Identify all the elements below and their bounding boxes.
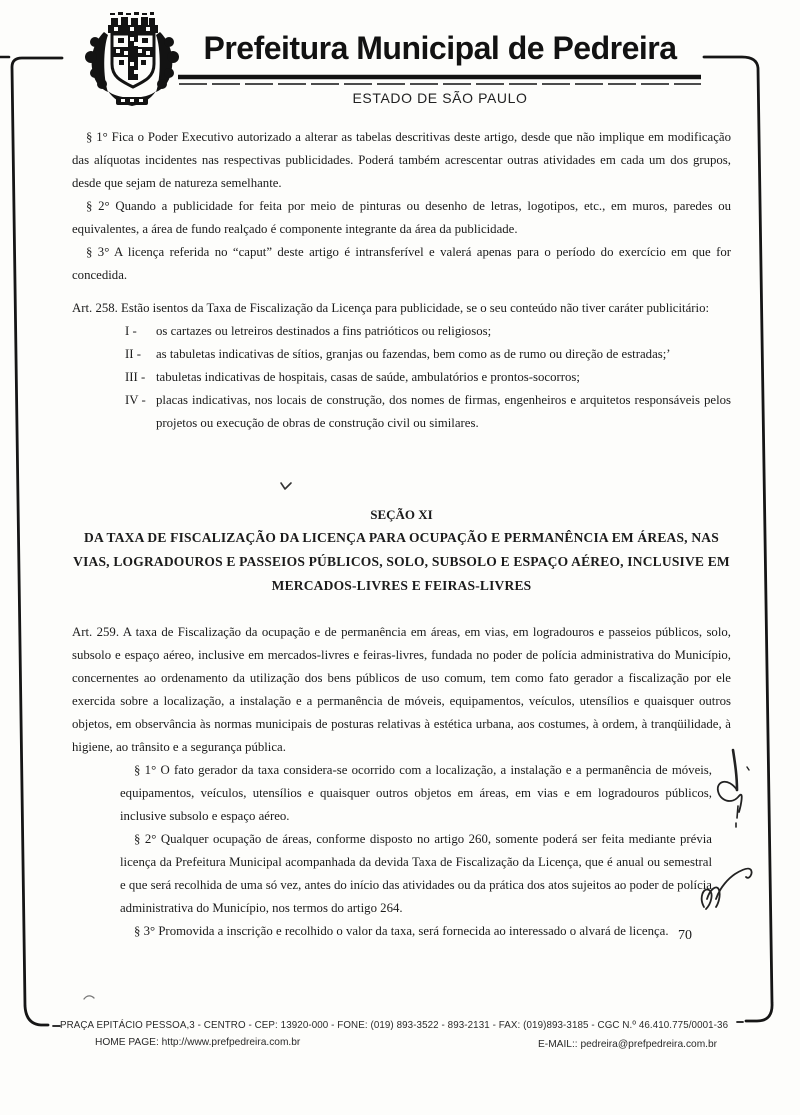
page-title: Prefeitura Municipal de Pedreira — [203, 30, 677, 66]
item-text: os cartazes ou letreiros destinados a fins patrióticos ou religiosos; — [156, 324, 492, 338]
article-259-paragraph-1: § 1° O fato gerador da taxa considera-se ocorrido com a localização, a instalação e a permanência de móveis, equipamentos, veículos, utensílios e quaisquer outros objetos em áreas, em vias e em logradouros públicos, inclusive subsolo e espaço aéreo. — [120, 763, 712, 823]
section-label: SEÇÃO XI — [370, 507, 433, 522]
list-item — [125, 389, 731, 435]
article-258 — [72, 297, 731, 435]
section-title-line-3: MERCADOS-LIVRES E FEIRAS-LIVRES — [271, 578, 532, 593]
coat-of-arms — [80, 12, 184, 108]
paragraph-1: § 1° Fica o Poder Executivo autorizado a alterar as tabelas descritivas deste artigo, desde que não implique em modificação das alíquotas incidentes nas respectivas publicidades. Poderá também acrescentar outras atividades em cada um dos grupos, desde que sejam de natureza semelhante. — [72, 130, 731, 190]
footer-homepage: HOME PAGE: http://www.prefpedreira.com.br — [95, 1037, 301, 1048]
tilde-mark — [84, 996, 94, 999]
article-259-paragraph-3: § 3° Promovida a inscrição e recolhido o valor da taxa, será fornecida ao interessado o alvará de licença. — [134, 924, 669, 938]
frame-left-border — [12, 58, 62, 1025]
page-number: 70 — [678, 928, 692, 943]
article-259-paragraph-2: § 2° Qualquer ocupação de áreas, conforme disposto no artigo 260, somente poderá ser feita mediante prévia licença da Prefeitura Municipal acompanhada da devida Taxa de Fiscalização da Licença, que é anual ou semestral e que será recolhida de uma só vez, antes do início das atividades ou da prática dos atos sujeitos ao poder de polícia administrativa do Município, nos termos do artigo 264. — [120, 832, 712, 915]
section-title-line-1: DA TAXA DE FISCALIZAÇÃO DA LICENÇA PARA OCUPAÇÃO E PERMANÊNCIA EM ÁREAS, NAS — [84, 530, 719, 545]
item-numeral: I - — [125, 324, 137, 338]
header-subtitle: ESTADO DE SÃO PAULO — [352, 90, 528, 106]
section-heading — [72, 503, 731, 598]
item-text: tabuletas indicativas de hospitais, casas de saúde, ambulatórios e prontos-socorros; — [156, 370, 580, 384]
top-paragraphs — [72, 126, 731, 287]
section-title-line-2: VIAS, LOGRADOUROS E PASSEIOS PÚBLICOS, SOLO, SUBSOLO E ESPAÇO AÉREO, INCLUSIVE EM — [73, 554, 730, 569]
coat-of-arms-icon — [80, 12, 184, 108]
check-mark — [281, 483, 291, 489]
article-258-items — [72, 320, 731, 435]
article-259 — [72, 621, 731, 943]
footer-email: E-MAIL:: pedreira@prefpedreira.com.br — [538, 1039, 718, 1050]
list-item — [125, 343, 731, 366]
list-item — [125, 320, 731, 343]
item-numeral: III - — [125, 370, 146, 384]
item-text: placas indicativas, nos locais de construção, dos nomes de firmas, engenheiros e arquitetos responsáveis pelos projetos ou execução de obras de construção civil ou similares. — [156, 393, 731, 430]
letterhead — [178, 30, 702, 106]
item-numeral: IV - — [125, 393, 146, 407]
article-259-paragraphs — [120, 759, 712, 943]
list-item — [125, 366, 731, 389]
paragraph-3: § 3° A licença referida no “caput” deste artigo é intransferível e valerá apenas para o período do exercício em que for concedida. — [72, 245, 731, 282]
item-text: as tabuletas indicativas de sítios, granjas ou fazendas, bem como as de rumo ou direção de estradas;’ — [156, 347, 671, 361]
footer-address-line: PRAÇA EPITÁCIO PESSOA,3 - CENTRO - CEP: 13920-000 - FONE: (019) 893-3522 - 893-2131 - FAX: (019)893-3185 - CGC N.º 46.410.775/0001-36 — [60, 1020, 729, 1031]
paragraph-2: § 2° Quando a publicidade for feita por meio de pinturas ou desenho de letras, logotipos, etc., em muros, paredes ou equivalentes, a área de fundo realçado é componente integrante da área da publicidade. — [72, 199, 731, 236]
article-259-intro: Art. 259. A taxa de Fiscalização da ocupação e de permanência em áreas, em vias, em logradouros e passeios públicos, solo, subsolo e espaço aéreo, inclusive em mercados-livres e feiras-livres, fundada no poder de polícia administrativa do Município, concernentes ao ordenamento da utilização dos bens públicos de uso comum, tem como fato gerador a fiscalização por ele exercida sobre a localização, a instalação e a permanência de móveis, equipamentos, veículos, utensílios e quaisquer outros objetos, em observância às normas municipais de posturas relativas à estética urbana, aos costumes, à ordem, à tranqüilidade, à higiene, ao trânsito e a segurança pública. — [72, 625, 731, 754]
item-numeral: II - — [125, 347, 141, 361]
article-258-intro: Art. 258. Estão isentos da Taxa de Fiscalização da Licença para publicidade, se o seu conteúdo não tiver caráter publicitário: — [72, 301, 710, 315]
